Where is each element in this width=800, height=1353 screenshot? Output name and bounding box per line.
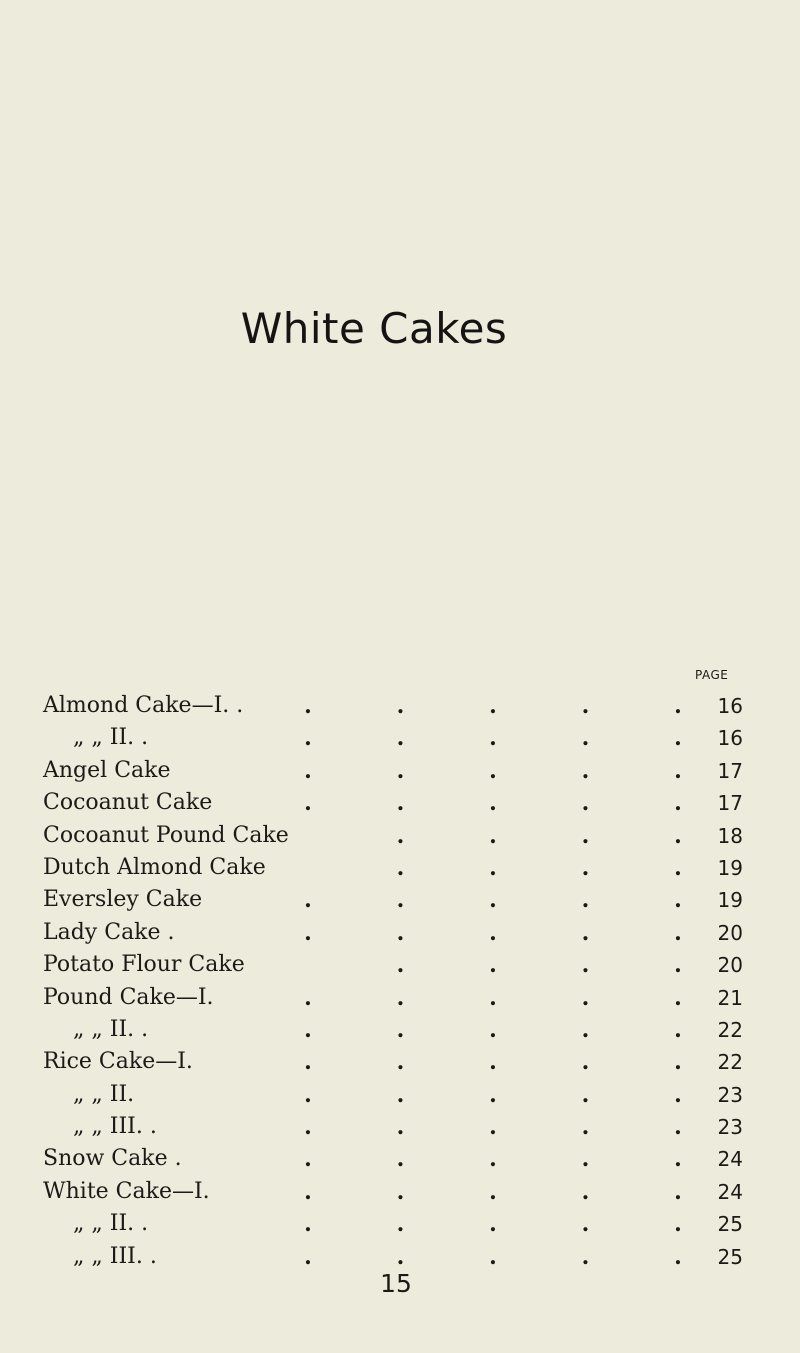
toc-entry-page: 24 xyxy=(717,1179,743,1204)
toc-entry-label: Cocoanut Pound Cake xyxy=(43,822,289,848)
toc-entry[interactable] xyxy=(43,755,743,787)
toc-entry-page: 20 xyxy=(717,920,743,945)
toc-entry-label: Potato Flour Cake xyxy=(43,952,245,978)
toc-entry-page: 25 xyxy=(717,1212,743,1237)
toc-entry-label: White Cake—I. xyxy=(43,1178,210,1204)
leader-dots: . . . . . xyxy=(304,1211,682,1238)
leader-dots: . . . . . xyxy=(304,1146,682,1173)
toc-entry-label: Dutch Almond Cake xyxy=(43,854,266,880)
leader-dots: . . . . . xyxy=(304,725,682,752)
toc-entry-page: 17 xyxy=(717,791,743,816)
toc-entry-label: „ „ III. . xyxy=(73,1114,157,1140)
leader-dots: . . . . . xyxy=(304,1178,682,1205)
leader-dots: . . . . . xyxy=(304,1243,682,1270)
leader-dots: . . . . . xyxy=(304,1114,682,1141)
toc-entry-page: 23 xyxy=(717,1115,743,1140)
toc-entry[interactable] xyxy=(43,1014,743,1046)
toc-entry-page: 19 xyxy=(717,888,743,913)
toc-entry-page: 21 xyxy=(717,985,743,1010)
leader-dots: . . . . . xyxy=(304,1049,682,1076)
toc-entry[interactable] xyxy=(43,949,743,981)
toc-entry-label: Lady Cake . xyxy=(43,919,175,945)
toc-entry-label: Eversley Cake xyxy=(43,887,203,913)
leader-dots: . . . . . xyxy=(304,790,682,817)
leader-dots: . . . . xyxy=(396,952,682,979)
toc-entry[interactable] xyxy=(43,917,743,949)
table-of-contents xyxy=(43,690,743,1273)
leader-dots: . . . . . xyxy=(304,919,682,946)
toc-entry-label: „ „ III. . xyxy=(73,1243,157,1269)
toc-entry[interactable] xyxy=(43,982,743,1014)
toc-entry[interactable] xyxy=(43,690,743,722)
toc-entry[interactable] xyxy=(43,1176,743,1208)
page-column-header: PAGE xyxy=(695,668,729,682)
toc-entry-label: Angel Cake xyxy=(43,757,171,783)
toc-entry-label: „ „ II. . xyxy=(73,725,149,751)
toc-entry[interactable] xyxy=(43,787,743,819)
toc-entry-label: „ „ II. . xyxy=(73,1016,149,1042)
toc-entry-page: 16 xyxy=(717,726,743,751)
toc-entry-page: 20 xyxy=(717,953,743,978)
toc-entry[interactable] xyxy=(43,884,743,916)
page-title: White Cakes xyxy=(240,304,508,353)
toc-entry-page: 23 xyxy=(717,1082,743,1107)
toc-entry-label: „ „ II. . xyxy=(73,1211,149,1237)
toc-entry[interactable] xyxy=(43,1208,743,1240)
leader-dots: . . . . . xyxy=(304,693,682,719)
leader-dots: . . . . xyxy=(396,854,682,881)
toc-entry-page: 25 xyxy=(717,1244,743,1269)
toc-entry[interactable] xyxy=(43,852,743,884)
toc-entry-page: 18 xyxy=(717,823,743,848)
toc-entry-page: 24 xyxy=(717,1147,743,1172)
leader-dots: . . . . . xyxy=(304,1081,682,1108)
toc-entry[interactable] xyxy=(43,1046,743,1078)
toc-entry-page: 22 xyxy=(717,1017,743,1042)
leader-dots: . . . . . xyxy=(304,1016,682,1043)
toc-entry-label: Rice Cake—I. xyxy=(43,1049,193,1075)
toc-entry-label: „ „ II. xyxy=(73,1081,135,1107)
leader-dots: . . . . . xyxy=(304,887,682,914)
toc-entry-page: 17 xyxy=(717,758,743,783)
page-number: 15 xyxy=(380,1269,412,1298)
leader-dots: . . . . xyxy=(396,822,682,849)
leader-dots: . . . . . xyxy=(304,757,682,784)
toc-entry-page: 19 xyxy=(717,855,743,880)
toc-entry-label: Almond Cake—I. . xyxy=(43,693,244,718)
toc-entry[interactable] xyxy=(43,1143,743,1175)
toc-entry[interactable] xyxy=(43,820,743,852)
toc-entry[interactable] xyxy=(43,1111,743,1143)
toc-entry-label: Snow Cake . xyxy=(43,1146,182,1172)
toc-entry-label: Pound Cake—I. xyxy=(43,984,214,1010)
toc-entry-label: Cocoanut Cake xyxy=(43,790,213,816)
toc-entry-page: 16 xyxy=(717,694,743,718)
leader-dots: . . . . . xyxy=(304,984,682,1011)
toc-entry-page: 22 xyxy=(717,1050,743,1075)
toc-entry[interactable] xyxy=(43,722,743,754)
toc-entry[interactable] xyxy=(43,1079,743,1111)
